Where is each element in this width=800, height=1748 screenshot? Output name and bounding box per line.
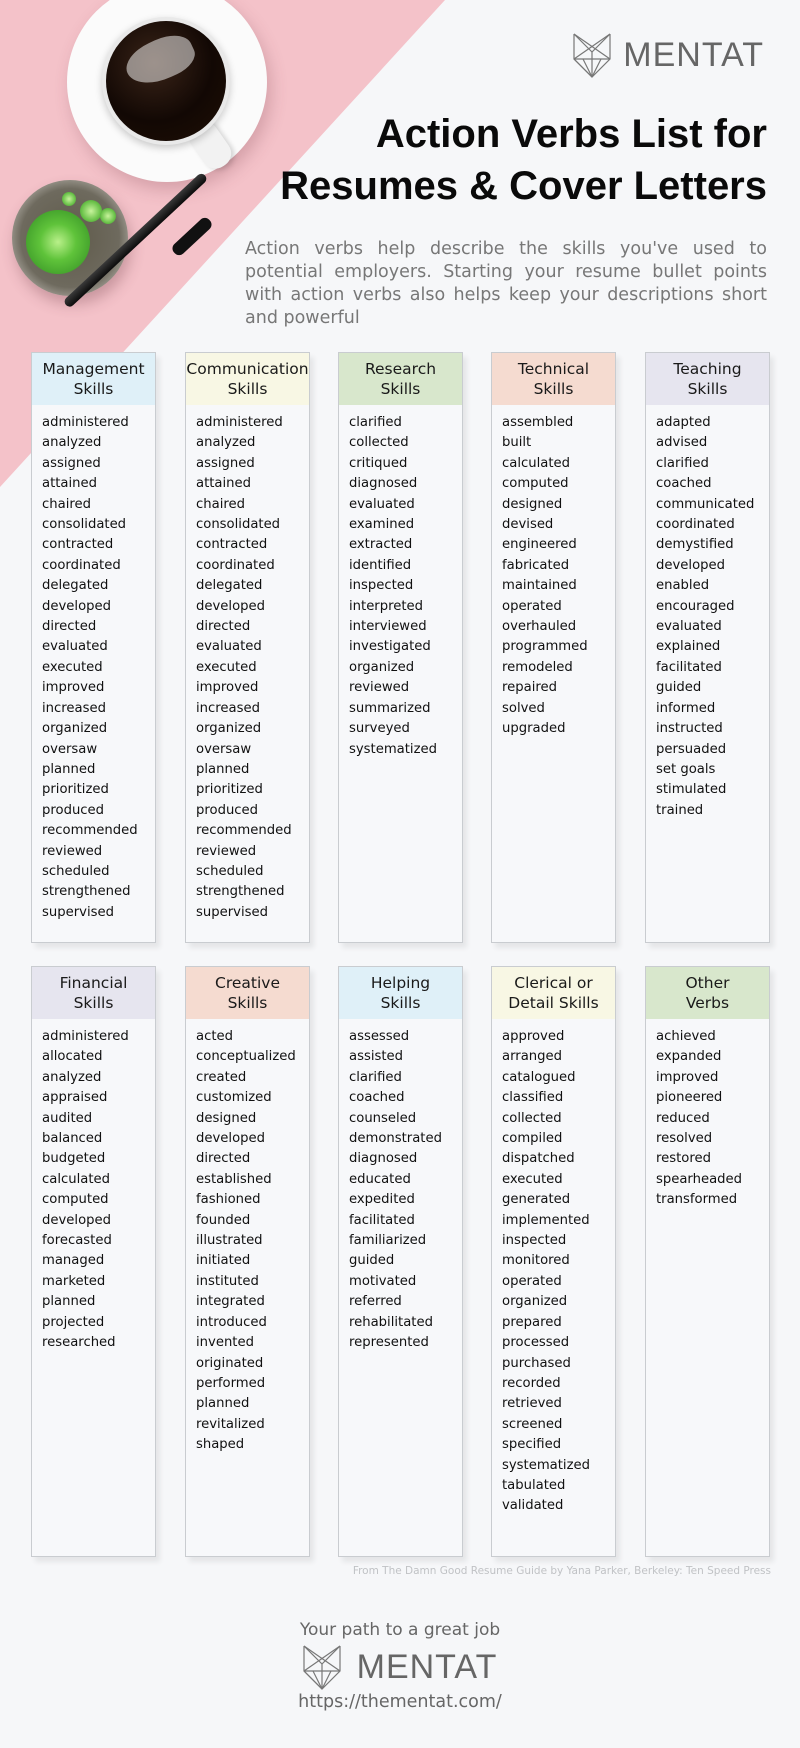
verb-list bbox=[646, 405, 769, 821]
category-title-line-1: Clerical or bbox=[514, 974, 593, 992]
verb-list bbox=[339, 405, 462, 760]
verb-category-card bbox=[31, 352, 156, 943]
verb-item: allocated bbox=[42, 1049, 103, 1065]
fox-geometric-icon bbox=[303, 1644, 341, 1690]
verb-item: planned bbox=[42, 1294, 96, 1310]
verb-item: introduced bbox=[196, 1314, 267, 1330]
verb-item: developed bbox=[656, 557, 725, 573]
verb-item: pioneered bbox=[656, 1090, 723, 1106]
verb-item: improved bbox=[196, 680, 259, 696]
verb-item: facilitated bbox=[656, 659, 722, 675]
verb-item: encouraged bbox=[656, 598, 735, 614]
verb-item: shaped bbox=[196, 1437, 245, 1453]
verb-item: explained bbox=[656, 639, 721, 655]
verb-item: critiqued bbox=[349, 455, 408, 471]
category-title-line-1: Technical bbox=[517, 360, 590, 378]
verb-item: motivated bbox=[349, 1273, 417, 1289]
verb-item: clarified bbox=[349, 1069, 402, 1085]
category-title-line-1: Other bbox=[685, 974, 730, 992]
verb-item: chaired bbox=[196, 496, 245, 512]
verb-item: administered bbox=[42, 415, 129, 430]
verb-item: set goals bbox=[656, 761, 716, 777]
verb-item: reviewed bbox=[42, 843, 103, 859]
verb-item: assigned bbox=[42, 455, 101, 471]
verb-item: consolidated bbox=[196, 517, 281, 533]
category-title-line-2: Skills bbox=[227, 994, 268, 1012]
verb-item: developed bbox=[196, 1131, 265, 1147]
verb-item: customized bbox=[196, 1090, 272, 1106]
verb-item: contracted bbox=[196, 537, 268, 553]
verb-item: directed bbox=[196, 619, 251, 635]
verb-item: tabulated bbox=[502, 1477, 566, 1493]
verb-item: designed bbox=[502, 496, 563, 512]
verb-item: specified bbox=[502, 1437, 562, 1453]
verb-item: demonstrated bbox=[349, 1131, 442, 1147]
intro-paragraph: Action verbs help describe the skills you've used to potential employers. Starting your resume bullet points with action verbs also helps keep your descriptions short and powerful bbox=[245, 239, 767, 328]
verb-item: improved bbox=[656, 1069, 719, 1085]
verb-item: delegated bbox=[42, 578, 109, 594]
category-header bbox=[32, 353, 155, 405]
verb-category-card bbox=[645, 966, 770, 1557]
verb-item: strengthened bbox=[42, 884, 131, 900]
verb-item: advised bbox=[656, 435, 708, 451]
verb-item: systematized bbox=[502, 1457, 590, 1473]
verb-item: diagnosed bbox=[349, 1151, 418, 1167]
verb-item: counseled bbox=[349, 1110, 417, 1126]
verb-item: revitalized bbox=[196, 1416, 265, 1432]
verb-item: overhauled bbox=[502, 619, 577, 635]
verb-item: improved bbox=[42, 680, 105, 696]
verb-item: balanced bbox=[42, 1131, 103, 1147]
verb-item: facilitated bbox=[349, 1212, 415, 1228]
verb-item: diagnosed bbox=[349, 476, 418, 492]
verb-item: retrieved bbox=[502, 1396, 562, 1412]
verb-item: approved bbox=[502, 1029, 565, 1044]
verb-item: remodeled bbox=[502, 659, 573, 675]
verb-item: founded bbox=[196, 1212, 251, 1228]
verb-item: dispatched bbox=[502, 1151, 575, 1167]
verb-item: transformed bbox=[656, 1192, 738, 1208]
verb-item: planned bbox=[196, 761, 250, 777]
verb-item: managed bbox=[42, 1253, 105, 1269]
verb-item: collected bbox=[349, 435, 409, 451]
verb-item: inspected bbox=[349, 578, 414, 594]
verb-item: prioritized bbox=[196, 782, 263, 798]
verb-item: coordinated bbox=[42, 557, 121, 573]
verb-item: recommended bbox=[42, 823, 138, 839]
verb-item: organized bbox=[42, 721, 108, 737]
category-header bbox=[646, 353, 769, 405]
verb-item: identified bbox=[349, 557, 412, 573]
verb-item: scheduled bbox=[42, 863, 110, 879]
verb-item: developed bbox=[42, 1212, 111, 1228]
category-title-line-1: Helping bbox=[370, 974, 431, 992]
verb-item: prioritized bbox=[42, 782, 109, 798]
verb-item: operated bbox=[502, 1273, 562, 1289]
category-title-line-2: Skills bbox=[227, 380, 268, 398]
verb-item: recorded bbox=[502, 1375, 561, 1391]
category-title-line-2: Skills bbox=[533, 380, 574, 398]
verb-item: informed bbox=[656, 700, 716, 716]
verb-item: educated bbox=[349, 1171, 411, 1187]
verb-item: evaluated bbox=[42, 639, 108, 655]
verb-list bbox=[646, 1019, 769, 1211]
verb-item: repaired bbox=[502, 680, 557, 696]
verb-item: examined bbox=[349, 517, 415, 533]
verb-item: projected bbox=[42, 1314, 105, 1330]
verb-item: expedited bbox=[349, 1192, 415, 1208]
verb-item: classified bbox=[502, 1090, 564, 1106]
verb-item: evaluated bbox=[196, 639, 262, 655]
footer-tagline: Your path to a great job bbox=[299, 1620, 501, 1640]
verb-list bbox=[492, 1019, 615, 1517]
verb-item: marketed bbox=[42, 1273, 106, 1289]
verb-item: integrated bbox=[196, 1294, 265, 1310]
source-citation: From The Damn Good Resume Guide by Yana Parker, Berkeley: Ten Speed Press bbox=[352, 1565, 771, 1577]
verb-item: appraised bbox=[42, 1090, 108, 1106]
verb-item: monitored bbox=[502, 1253, 570, 1269]
verb-item: administered bbox=[42, 1029, 129, 1044]
verb-item: planned bbox=[196, 1396, 250, 1412]
verb-item: investigated bbox=[349, 639, 431, 655]
verb-item: consolidated bbox=[42, 517, 127, 533]
verb-item: developed bbox=[42, 598, 111, 614]
verb-item: contracted bbox=[42, 537, 114, 553]
verb-item: computed bbox=[42, 1192, 109, 1208]
verb-item: enabled bbox=[656, 578, 710, 594]
verb-item: computed bbox=[502, 476, 569, 492]
category-title-line-1: Research bbox=[364, 360, 437, 378]
verb-category-card bbox=[185, 966, 310, 1557]
brand-logo-top[interactable] bbox=[573, 32, 764, 78]
verb-item: coordinated bbox=[196, 557, 275, 573]
category-title-line-1: Management bbox=[42, 360, 145, 378]
verb-item: researched bbox=[42, 1335, 116, 1351]
verb-item: upgraded bbox=[502, 721, 566, 737]
category-header bbox=[646, 967, 769, 1019]
verb-category-card bbox=[338, 966, 463, 1557]
verb-item: collected bbox=[502, 1110, 562, 1126]
verb-item: produced bbox=[42, 802, 105, 818]
verb-item: performed bbox=[196, 1375, 266, 1391]
verb-item: adapted bbox=[656, 415, 711, 430]
verb-item: guided bbox=[349, 1253, 395, 1269]
verb-item: achieved bbox=[656, 1029, 716, 1044]
verb-item: clarified bbox=[349, 415, 402, 430]
verb-item: illustrated bbox=[196, 1233, 263, 1249]
verb-item: trained bbox=[656, 802, 704, 818]
verb-item: delegated bbox=[196, 578, 263, 594]
verb-item: oversaw bbox=[42, 741, 98, 757]
verb-item: planned bbox=[42, 761, 96, 777]
verb-item: instructed bbox=[656, 721, 723, 737]
verb-item: designed bbox=[196, 1110, 257, 1126]
verb-item: coached bbox=[349, 1090, 405, 1106]
verb-item: analyzed bbox=[42, 1069, 102, 1085]
category-header bbox=[186, 353, 309, 405]
verb-item: supervised bbox=[196, 904, 268, 920]
verb-item: engineered bbox=[502, 537, 577, 553]
verb-item: purchased bbox=[502, 1355, 571, 1371]
verb-item: assembled bbox=[502, 415, 574, 430]
verb-item: spearheaded bbox=[656, 1171, 743, 1187]
verb-item: inspected bbox=[502, 1233, 567, 1249]
verb-item: organized bbox=[502, 1294, 568, 1310]
category-title-line-1: Creative bbox=[215, 974, 280, 992]
verb-item: chaired bbox=[42, 496, 91, 512]
category-title-line-2: Skills bbox=[73, 380, 114, 398]
verb-item: directed bbox=[42, 619, 97, 635]
verb-item: analyzed bbox=[42, 435, 102, 451]
title-line-2: Resumes & Cover Letters bbox=[280, 164, 767, 208]
verb-item: instituted bbox=[196, 1273, 259, 1289]
fox-geometric-icon bbox=[573, 32, 611, 78]
verb-item: communicated bbox=[656, 496, 755, 512]
verb-item: reduced bbox=[656, 1110, 710, 1126]
verb-category-card bbox=[645, 352, 770, 943]
verb-item: assessed bbox=[349, 1029, 410, 1044]
verb-item: expanded bbox=[656, 1049, 722, 1065]
verb-item: extracted bbox=[349, 537, 413, 553]
verb-category-card bbox=[491, 966, 616, 1557]
title-line-1: Action Verbs List for bbox=[375, 112, 767, 156]
category-title-line-2: Skills bbox=[73, 994, 114, 1012]
verb-item: rehabilitated bbox=[349, 1314, 433, 1330]
verb-item: executed bbox=[502, 1171, 563, 1187]
verb-item: organized bbox=[196, 721, 262, 737]
verb-item: oversaw bbox=[196, 741, 252, 757]
category-header bbox=[32, 967, 155, 1019]
verb-category-card bbox=[185, 352, 310, 943]
verb-item: stimulated bbox=[656, 782, 727, 798]
verb-item: interpreted bbox=[349, 598, 423, 614]
verb-item: coached bbox=[656, 476, 712, 492]
verb-list bbox=[186, 1019, 309, 1456]
verb-item: processed bbox=[502, 1335, 570, 1351]
verb-item: evaluated bbox=[656, 619, 722, 635]
brand-name: MENTAT bbox=[623, 35, 764, 74]
category-title-line-2: Skills bbox=[687, 380, 728, 398]
verb-item: developed bbox=[196, 598, 265, 614]
verb-item: familiarized bbox=[349, 1233, 427, 1249]
verb-item: referred bbox=[349, 1294, 402, 1310]
verb-item: fabricated bbox=[502, 557, 570, 573]
verb-item: clarified bbox=[656, 455, 709, 471]
verb-item: built bbox=[502, 435, 532, 451]
verb-item: surveyed bbox=[349, 721, 410, 737]
page-title bbox=[280, 108, 767, 212]
verb-item: recommended bbox=[196, 823, 292, 839]
verb-item: summarized bbox=[349, 700, 431, 716]
category-header bbox=[186, 967, 309, 1019]
category-header bbox=[339, 353, 462, 405]
verb-item: invented bbox=[196, 1335, 254, 1351]
website-link[interactable]: https://thementat.com/ bbox=[298, 1692, 502, 1712]
footer bbox=[0, 1620, 800, 1712]
verb-item: scheduled bbox=[196, 863, 264, 879]
verb-item: devised bbox=[502, 517, 554, 533]
verb-category-card bbox=[31, 966, 156, 1557]
verb-item: attained bbox=[196, 476, 252, 492]
verb-item: budgeted bbox=[42, 1151, 106, 1167]
verb-item: strengthened bbox=[196, 884, 285, 900]
category-header bbox=[492, 353, 615, 405]
footer-brand-name: MENTAT bbox=[356, 1647, 498, 1686]
category-header bbox=[339, 967, 462, 1019]
verb-item: assigned bbox=[196, 455, 255, 471]
verb-item: persuaded bbox=[656, 741, 727, 757]
verb-item: executed bbox=[196, 659, 257, 675]
verb-item: maintained bbox=[502, 578, 577, 594]
verb-item: initiated bbox=[196, 1253, 251, 1269]
category-title-line-2: Detail Skills bbox=[508, 994, 599, 1012]
category-header bbox=[492, 967, 615, 1019]
verb-list bbox=[32, 405, 155, 923]
verb-item: programmed bbox=[502, 639, 588, 655]
category-title-line-1: Teaching bbox=[673, 360, 742, 378]
verb-item: represented bbox=[349, 1335, 429, 1351]
verb-item: executed bbox=[42, 659, 103, 675]
verb-item: originated bbox=[196, 1355, 264, 1371]
verb-item: coordinated bbox=[656, 517, 735, 533]
verb-item: evaluated bbox=[349, 496, 415, 512]
verb-item: calculated bbox=[42, 1171, 111, 1187]
verb-item: prepared bbox=[502, 1314, 562, 1330]
verb-category-card bbox=[338, 352, 463, 943]
verb-item: catalogued bbox=[502, 1069, 576, 1085]
verb-item: fashioned bbox=[196, 1192, 261, 1208]
category-title-line-1: Communication bbox=[186, 360, 309, 378]
verb-item: operated bbox=[502, 598, 562, 614]
verb-item: audited bbox=[42, 1110, 93, 1126]
verb-list bbox=[339, 1019, 462, 1354]
verb-item: increased bbox=[196, 700, 260, 716]
verb-item: attained bbox=[42, 476, 98, 492]
verb-item: produced bbox=[196, 802, 259, 818]
verb-item: acted bbox=[196, 1029, 233, 1044]
verb-item: screened bbox=[502, 1416, 563, 1432]
verb-category-card bbox=[491, 352, 616, 943]
verb-item: systematized bbox=[349, 741, 437, 757]
verb-item: forecasted bbox=[42, 1233, 112, 1249]
verb-item: administered bbox=[196, 415, 283, 430]
verb-item: analyzed bbox=[196, 435, 256, 451]
verb-item: supervised bbox=[42, 904, 114, 920]
verb-item: resolved bbox=[656, 1131, 713, 1147]
verb-item: reviewed bbox=[196, 843, 257, 859]
verb-item: organized bbox=[349, 659, 415, 675]
footer-brand-logo[interactable] bbox=[0, 1644, 800, 1690]
verb-item: assisted bbox=[349, 1049, 404, 1065]
verb-list bbox=[492, 405, 615, 740]
verb-item: compiled bbox=[502, 1131, 563, 1147]
verb-list bbox=[186, 405, 309, 923]
verb-item: reviewed bbox=[349, 680, 410, 696]
verb-item: restored bbox=[656, 1151, 711, 1167]
verb-item: implemented bbox=[502, 1212, 590, 1228]
verb-item: solved bbox=[502, 700, 545, 716]
verb-item: increased bbox=[42, 700, 106, 716]
verb-item: validated bbox=[502, 1498, 564, 1514]
category-title-line-2: Skills bbox=[380, 994, 421, 1012]
verb-item: generated bbox=[502, 1192, 571, 1208]
category-title-line-2: Verbs bbox=[685, 994, 730, 1012]
verb-item: demystified bbox=[656, 537, 734, 553]
verb-item: created bbox=[196, 1069, 247, 1085]
verb-item: arranged bbox=[502, 1049, 562, 1065]
category-title-line-2: Skills bbox=[380, 380, 421, 398]
category-title-line-1: Financial bbox=[59, 974, 128, 992]
verb-item: interviewed bbox=[349, 619, 427, 635]
verb-item: directed bbox=[196, 1151, 251, 1167]
verb-item: conceptualized bbox=[196, 1049, 296, 1065]
verb-item: established bbox=[196, 1171, 272, 1187]
verb-item: calculated bbox=[502, 455, 571, 471]
verb-list bbox=[32, 1019, 155, 1354]
verb-item: guided bbox=[656, 680, 702, 696]
